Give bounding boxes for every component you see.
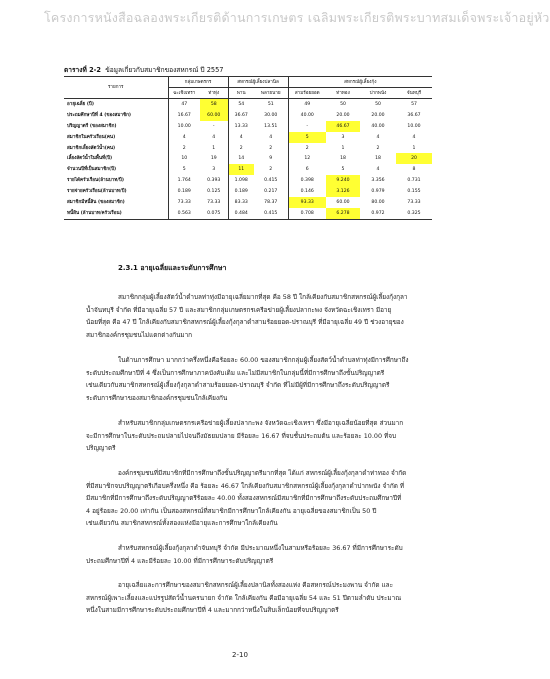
- text-line: 4 อยู่ร้อยละ 20.00 เท่ากัน เป็นสองสหกรณ์ที่สมาชิกมีการศึกษาใกล้เคียงกัน อายุเฉลี่ยของสมาชิกเป็น 50 ปี: [86, 506, 377, 515]
- text-line: องค์กรชุมชนที่มีสมาชิกที่มีการศึกษาถึงขั้นปริญญาตรีมากที่สุด ได้แก่ สหกรณ์ผู้เลี้ยงกุ้งกุลาดำท่าทอง จำกัด: [118, 469, 407, 477]
- column-header: ฉะเชิงเทรา: [168, 88, 200, 99]
- table-cell: 18: [340, 156, 346, 162]
- table-cell: 10: [168, 153, 200, 164]
- table-cell: 73.33: [207, 199, 221, 205]
- table-cell: 73.33: [407, 199, 421, 205]
- row-label: จำนวนปีที่เป็นสมาชิก(ปี): [67, 167, 117, 173]
- table-cell: 13.33: [228, 121, 254, 132]
- text-line: เช่นเดียวกับสมาชิกสหกรณ์ผู้เลี้ยงกุ้งกุลาดำสามร้อยยอด-ปราณบุรี จำกัด ที่ไม่มีผู้ที่มีการศึกษาถึงระดับปริญญาตรี: [86, 381, 390, 389]
- text-line: จะมีการศึกษาในระดับประถมปลายไปจนถึงมัธยมปลาย มีร้อยละ 16.67 ที่จบชั้นประถมต้น และร้อยละ 10.00 ที่จบ: [86, 431, 397, 440]
- table-body: [64, 99, 432, 220]
- table-number: ตารางที่ 2-2: [64, 66, 102, 74]
- table-cell: 16.67: [168, 110, 200, 121]
- table-row: [64, 110, 432, 121]
- table-cell: 0.708: [288, 208, 326, 219]
- table-cell: 0.484: [228, 208, 254, 219]
- table-cell: 20.00: [336, 112, 350, 118]
- table-cell: 5: [288, 132, 326, 143]
- text-line: สหกรณ์ผู้เพาะเลี้ยงและแปรรูปสัตว์น้ำนครนายก จำกัด ใกล้เคียงกัน คือมีอายุเฉลี่ย 54 และ 51 ปีตามลำดับ ประมาณ: [86, 593, 402, 602]
- column-header: ท่าทอง: [326, 88, 360, 99]
- table-cell: 12: [288, 153, 326, 164]
- row-label: ปริญญาตรี (ของสมาชิก): [67, 123, 117, 129]
- table-cell: 2: [168, 143, 200, 154]
- row-label: อายุเฉลี่ย (ปี): [67, 101, 94, 107]
- table-cell: 46.67: [326, 121, 360, 132]
- table-cell: 47: [168, 99, 200, 110]
- text-line: สำหรับสหกรณ์ผู้เลี้ยงกุ้งกุลาดำจันทบุรี จำกัด มีประมาณหนึ่งในสามหรือร้อยละ 36.67 ที่มีการศึกษาระดับ: [118, 544, 403, 552]
- section-heading: 2.3.1 อายุเฉลี่ยและระดับการศึกษา: [118, 264, 227, 272]
- table-cell: 83.33: [228, 197, 254, 208]
- table-cell: 4: [228, 132, 254, 143]
- table-row: [64, 153, 432, 164]
- table-cell: 5: [168, 164, 200, 175]
- table-cell: 0.155: [407, 189, 421, 195]
- table-cell: 0.972: [360, 208, 396, 219]
- table-cell: 93.33: [288, 197, 326, 208]
- table-cell: 78.37: [264, 199, 278, 205]
- table-cell: 6.278: [326, 208, 360, 219]
- paragraph-6: [86, 579, 432, 617]
- row-label: รายจ่ายครัวเรือน(ล้านบาท/ปี): [67, 189, 127, 195]
- row-label: สมาชิกเลี้ยงสัตว์น้ำ(คน): [67, 145, 116, 151]
- row-header-cell: รายการ: [64, 77, 168, 99]
- table-cell: 50: [375, 101, 381, 107]
- column-header: ปากพนัง: [360, 88, 396, 99]
- column-header: จันทบุรี: [396, 88, 432, 99]
- table-cell: 1: [341, 145, 345, 151]
- text-line: หนึ่งในสามมีการศึกษาระดับประถมศึกษาปีที่ 4 และมากกว่าหนึ่งในสิบเล็กน้อยที่จบปริญญาตรี: [86, 606, 339, 614]
- table-cell: 0.325: [396, 208, 432, 219]
- group-header-farmers: กลุ่มเกษตรกร: [168, 77, 228, 88]
- text-line: ปริญญาตรี: [86, 444, 116, 452]
- table-cell: 9: [269, 156, 273, 162]
- row-label: รายได้ครัวเรือน(ล้านบาท/ปี): [67, 178, 124, 184]
- table-row: [64, 197, 432, 208]
- table-cell: 51: [267, 101, 274, 107]
- text-line: น้ำจันทบุรี จำกัด ที่มีอายุเฉลี่ย 57 ปี และสมาชิกกลุ่มเกษตรกรเครือข่ายผู้เลี้ยงปลากะพง จังหวัดฉะเชิงเทรา มีอายุ: [86, 305, 392, 314]
- table-cell: 5: [341, 167, 345, 173]
- table-cell: 49: [288, 99, 326, 110]
- table-cell: 4: [168, 132, 200, 143]
- text-line: สำหรับสมาชิกกลุ่มเกษตรกรเครือข่ายผู้เลี้ยงปลากะพง จังหวัดฉะเชิงเทรา ซึ่งมีอายุเฉลี่ยน้อยที่สุด ส่วนมาก: [118, 419, 404, 427]
- paragraph-1: [86, 291, 432, 341]
- paragraph-4: [86, 467, 432, 530]
- table-cell: 0.398: [288, 175, 326, 186]
- column-header: ท่าทุ่ง: [200, 88, 228, 99]
- table-row: [64, 121, 432, 132]
- table-cell: 19: [210, 156, 217, 162]
- table-cell: 57: [411, 101, 417, 107]
- text-line: มีสมาชิกที่มีการศึกษาถึงระดับปริญญาตรีร้อยละ 40.00 ทั้งสองสหกรณ์มีสมาชิกที่มีการศึกษาถึงระดับประถมศึกษาปีที่: [86, 494, 402, 502]
- paragraph-3: [86, 417, 432, 455]
- table-cell: 2: [376, 145, 380, 151]
- table-row: [64, 208, 432, 219]
- table-cell: 0.075: [200, 208, 228, 219]
- table-row: [64, 186, 432, 197]
- table-cell: 3: [212, 167, 216, 173]
- table-cell: 0.189: [228, 186, 254, 197]
- table-cell: 10.00: [407, 123, 421, 129]
- text-line: สมาชิกองค์กรชุมชนไม่แตกต่างกันมาก: [86, 330, 193, 339]
- table-cell: 2: [269, 145, 273, 151]
- table-cell: 1: [212, 145, 216, 151]
- column-header: พลายนาย: [254, 88, 288, 99]
- table-cell: 0.415: [264, 178, 278, 184]
- group-header-shrimp: สหกรณ์ผู้เลี้ยงกุ้ง: [288, 77, 432, 88]
- table-cell: 3.126: [326, 186, 360, 197]
- table-cell: 20: [396, 153, 432, 164]
- row-label: เลี้ยงสัตว์น้ำในพื้นที่(ปี): [67, 156, 113, 162]
- table-cell: 50: [340, 101, 346, 107]
- page-number: 2-10: [232, 651, 248, 659]
- table-cell: -: [288, 121, 326, 132]
- paragraph-5: [86, 542, 432, 567]
- row-label: ประถมศึกษาปีที่ 4 (ของสมาชิก): [67, 112, 131, 118]
- table-cell: 0.189: [168, 186, 200, 197]
- table-cell: 2: [288, 143, 326, 154]
- table-cell: 14: [228, 153, 254, 164]
- table-cell: 4: [376, 167, 380, 173]
- text-line: ประถมศึกษาปีที่ 4 และมีร้อยละ 10.00 ที่มีการศึกษาระดับปริญญาตรี: [86, 556, 274, 565]
- text-line: อายุเฉลี่ยและการศึกษาของสมาชิกสหกรณ์ผู้เลี้ยงปลานิลทั้งสองแห่ง คือสหกรณ์ประมงพาน จำกัด และ: [118, 581, 394, 589]
- table-cell: 4: [376, 134, 380, 140]
- table-cell: 0.979: [371, 189, 385, 195]
- table-cell: 1.764: [168, 175, 200, 186]
- table-cell: 4: [269, 134, 273, 140]
- group-header-tilapia: สหกรณ์ผู้เลี้ยงปลานิล: [228, 77, 288, 88]
- table-cell: 36.67: [228, 110, 254, 121]
- text-line: น้อยที่สุด คือ 47 ปี ใกล้เคียงกับสมาชิกสหกรณ์ผู้เลี้ยงกุ้งกุลาดำสามร้อยยอด-ปราณบุรี ที่มีอายุเฉลี่ย 49 ปี ช่วงอายุของ: [86, 318, 404, 326]
- table-cell: 80.00: [371, 199, 385, 205]
- table-cell: 0.217: [264, 189, 278, 195]
- text-line: ในด้านการศึกษา มากกว่าครึ่งหนึ่งคือร้อยละ 60.00 ของสมาชิกกลุ่มผู้เลี้ยงสัตว์น้ำตำบลท่าทุ่งมีการศึกษาถึง: [118, 356, 409, 364]
- table-row: [64, 99, 432, 110]
- table-cell: 4: [412, 134, 416, 140]
- table-cell: 9.240: [326, 175, 360, 186]
- table-cell: 0.146: [288, 186, 326, 197]
- table-cell: 60.00: [200, 110, 228, 121]
- table-cell: 8: [412, 167, 416, 173]
- table-cell: 3.356: [371, 178, 385, 184]
- document-header: โครงการหนังสือฉลองพระเกียรติด้านการเกษตร เฉลิมพระเกียรติพระบาทสมเด็จพระเจ้าอยู่หัว: [44, 10, 550, 25]
- table-cell: 1: [412, 145, 416, 151]
- table-cell: 3: [341, 134, 345, 140]
- table-cell: 36.67: [407, 112, 421, 118]
- table-cell: 73.33: [168, 197, 200, 208]
- table-group-header-row: [64, 77, 432, 88]
- paragraph-2: [86, 354, 432, 404]
- text-line: ระดับประถมศึกษาปีที่ 4 ซึ่งเป็นการศึกษาภาคบังคับเดิม และไม่มีสมาชิกในกลุ่มนี้ที่มีการศึกษาถึงขั้นปริญญาตรี: [86, 368, 385, 377]
- table-row: [64, 175, 432, 186]
- row-label: สมาชิกในครัวเรือน(คน): [67, 134, 116, 140]
- row-label: หนี้สิน (ล้านบาท/ครัวเรือน): [64, 208, 168, 219]
- table-cell: 0.563: [168, 208, 200, 219]
- text-line: ที่มีสมาชิกจบปริญญาตรีเกือบครึ่งหนึ่ง คือ ร้อยละ 46.67 ใกล้เคียงกับสมาชิกสหกรณ์ผู้เลี้ยงกุ้งกุลาดำปากพนัง จำกัด ที่: [86, 481, 405, 490]
- table-cell: 2: [269, 167, 273, 173]
- member-data-table: [64, 76, 432, 220]
- table-cell: 1.098: [228, 175, 254, 186]
- table-cell: 6: [288, 164, 326, 175]
- table-cell: 2: [228, 143, 254, 154]
- text-line: เช่นเดียวกัน สมาชิกสหกรณ์ทั้งสองแห่งมีอายุและการศึกษาใกล้เคียงกัน: [86, 519, 278, 527]
- column-header: สามร้อยยอด: [288, 88, 326, 99]
- table-cell: 0.415: [254, 208, 288, 219]
- table-row: [64, 164, 432, 175]
- table-caption: ข้อมูลเกี่ยวกับสมาชิกของสหกรณ์ ปี 2557: [105, 66, 224, 74]
- table-cell: 4: [212, 134, 216, 140]
- text-line: ระดับการศึกษาของสมาชิกองค์กรชุมชนใกล้เคียงกัน: [86, 393, 228, 402]
- table-cell: 18: [375, 156, 381, 162]
- table-cell: 20.00: [371, 112, 385, 118]
- table-cell: 0.125: [207, 189, 221, 195]
- table-cell: 40.00: [371, 123, 385, 129]
- table-cell: 13.51: [264, 123, 278, 129]
- table-cell: -: [212, 123, 215, 129]
- table-row: [64, 143, 432, 154]
- table-cell: 30.00: [264, 112, 278, 118]
- text-line: สมาชิกกลุ่มผู้เลี้ยงสัตว์น้ำตำบลท่าทุ่งมีอายุเฉลี่ยมากที่สุด คือ 58 ปี ใกล้เคียงกับสมาชิกสหกรณ์ผู้เลี้ยงกุ้งกุลา: [118, 293, 408, 301]
- table-cell: 0.393: [207, 178, 221, 184]
- table-cell: 10.00: [168, 121, 200, 132]
- table-cell: 11: [228, 164, 254, 175]
- column-header: พาน: [228, 88, 254, 99]
- table-cell: 54: [228, 99, 254, 110]
- table-row: [64, 132, 432, 143]
- table-cell: 60.00: [336, 199, 350, 205]
- table-title: [64, 64, 223, 75]
- row-label: สมาชิกมีหนี้สิน (ของสมาชิก): [67, 199, 125, 205]
- table-cell: 58: [200, 99, 228, 110]
- table-cell: 40.00: [288, 110, 326, 121]
- table-cell: 0.731: [407, 178, 421, 184]
